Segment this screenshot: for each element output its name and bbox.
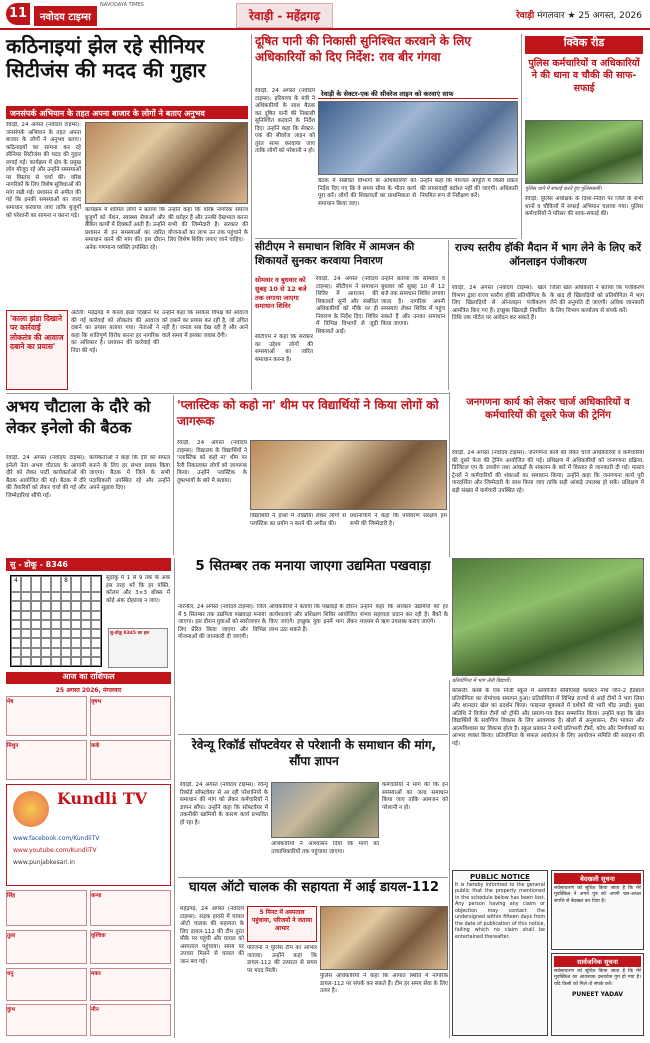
- ad-link-facebook[interactable]: www.facebook.com/KundliTV: [13, 835, 100, 842]
- sudoku-cell[interactable]: [71, 648, 81, 657]
- dateline-city: रेवाड़ी: [516, 11, 535, 21]
- headline: [177, 397, 447, 437]
- headline-text: 'प्लास्टिक को कहो ना' थीम पर विद्यार्थियों ने किया लोगों को जागरूक: [177, 398, 439, 429]
- page-number: 11: [6, 3, 30, 25]
- headline: रेवेन्यू रिकॉर्ड सॉफ्टवेयर से परेशानी के समाधान की मांग, सौंपा ज्ञापन: [191, 738, 437, 769]
- body-text: रेवाड़ी, 24 अगस्त (नवोदय टाइम्स): जनगणना कार्य को लेकर चार्ज अधिकारियों व कर्मचारियों की दूसरे फेज की ट्रेनिंग आयोजित की गई। प्रशिक्षण में अधिकारियों को जनगणना प्रक्रिया, डिजिटल एप के उपयोग तथा आंकड़ों के संकलन के बारे में विस्तार से जानकारी दी गई। मास्टर ट्रेनरों ने कर्मचारियों की शंकाओं का समाधान किया। उन्होंने कहा कि जनगणना कार्य पूरी पारदर्शिता और जिम्मेदारी के साथ किया जाए ताकि सही आंकड़े उपलब्ध हो सकें। प्रशिक्षण में बड़ी संख्या में कर्मचारी उपस्थित रहे।: [452, 450, 644, 494]
- horoscope-cell: [90, 740, 171, 780]
- headline: [255, 34, 517, 84]
- sudoku-cell[interactable]: [41, 638, 51, 647]
- section-rule: [178, 877, 448, 878]
- sign-name: तुला: [7, 933, 16, 939]
- body-text: रेवाड़ी, 24 अगस्त (नवोदय टाइम्स): हरियाणा के मंत्री ने अधिकारियों के साथ बैठक कर दूषित पानी की निकासी सुनिश्चित करवाने के निर्देश दिए। उन्होंने कहा कि सेक्टर-एक की सीवरेज लाइन को तुरंत साफ करवाया जाए ताकि लोगों को परेशानी न हो।: [255, 88, 315, 155]
- body-text: रेवाड़ी, 24 अगस्त (नवोदय टाइम्स): जनसंपर्क अभियान के तहत अपना बाजार के लोगों ने अनुभव बताए। कठिनाइयों का सामना कर रहे सीनियर सिटीजंस की मदद की गुहार लगाई गई। कार्यक्रम में क्षेत्र के प्रमुख लोग मौजूद रहे और उन्होंने समस्याओं पर विस्तार से चर्चा की। वरिष्ठ नागरिकों के लिए विशेष सुविधाओं की मांग रखी गई। प्रशासन से अपील की गई कि इनकी समस्याओं का जल्द समाधान करवाया जाए ताकि बुजुर्गों को परेशानी का सामना न करना पड़े।: [6, 122, 81, 219]
- ad-brand: Kundli TV: [57, 789, 148, 808]
- sudoku-cell[interactable]: [11, 648, 21, 657]
- body-text: उन्होंने कहा कि वरिष्ठ नागरिक समाज की धरोहर हैं और उनकी देखभाल करना सभी की जिम्मेदारी है। सरकार की योजनाओं का लाभ उन तक पहुंचाने के लिए विशेष शिविर लगाए जाने चाहिए।: [168, 207, 248, 244]
- sudoku-cell[interactable]: [71, 576, 81, 592]
- sudoku-cell[interactable]: [61, 638, 71, 647]
- notice-body: It is hereby informed to the general public that the property mentioned in the schedule below has been lost. Any person having any claim or objection may contact the undersigned within fifteen days from the date of publication of this notice, failing which no claim shall be entertained thereafter.: [455, 883, 545, 940]
- column-rule: [449, 680, 450, 1038]
- body-text: अटेली: महेंद्रगढ़ में काला झंडा दिखाने पर की गई कार्रवाई को लोकतंत्र की आवाज दबाने का प्रयास बताया गया। नेताओं ने कहा कि शांतिपूर्ण विरोध करना हर नागरिक का अधिकार है। प्रशासन की कार्रवाई की निंदा की गई।: [71, 310, 159, 354]
- sudoku-cell[interactable]: [21, 620, 31, 629]
- body-text: रेवाड़ी, 24 अगस्त (नवोदय टाइम्स): इनेलो नेता अभय चौटाला के आगामी दौरे को लेकर पार्टी कार्यकर्ताओं की बैठक आयोजित की गई। बैठक में दौरे की तैयारियों को लेकर चर्चा की गई और जिम्मेदारियां सौंपी गईं।: [6, 455, 86, 499]
- body-text: कर्मचारियों ने मांग की कि इन समस्याओं का जल्द समाधान किया जाए ताकि आमजन को परेशानी न हो।: [382, 782, 448, 811]
- sudoku-cell[interactable]: [81, 629, 91, 638]
- section-rule: [178, 734, 448, 735]
- horoscope-cell: [6, 968, 87, 1001]
- public-notice: [452, 870, 548, 1036]
- body-text: कोसली: कस्बे के एक निजी स्कूल में आयोजित सीबीएसई क्लस्टर नॉर्थ जोन-2 हैंडबाल प्रतियोगिता का रोमांचक समापन हुआ। प्रतियोगिता में विभिन्न राज्यों से आई टीमों ने भाग लिया और शानदार खेल का प्रदर्शन किया। फाइनल मुकाबले में दर्शकों की भारी भीड़ उमड़ी। मुख्य अतिथि ने विजेता टीमों को ट्रॉफी और प्रमाण-पत्र देकर सम्मानित किया। उन्होंने कहा कि खेल विद्यार्थियों के सर्वांगीण विकास के लिए आवश्यक है। खेलों से अनुशासन, टीम भावना और आत्मविश्वास का विकास होता है। स्कूल प्रबंधन ने सभी प्रतिभागी टीमों, कोच और निर्णायकों का आभार व्यक्त किया। प्रतियोगिता के सफल आयोजन के लिए आयोजन समिति की सराहना की गई।: [452, 688, 644, 747]
- sign-name: कुंभ: [7, 1007, 16, 1013]
- sudoku-cell[interactable]: [91, 638, 101, 647]
- sudoku-cell[interactable]: [21, 629, 31, 638]
- sudoku-cell[interactable]: [71, 601, 81, 610]
- sudoku-cell[interactable]: [61, 648, 71, 657]
- body-text: उन्होंने कहा कि सरकार विपक्ष की आवाज को दबाने का प्रयास कर रही है, जो उचित नहीं है। जनता सब देख रही है और आने वाले समय में इसका जवाब देगी।: [162, 310, 248, 339]
- sudoku-cell[interactable]: [51, 601, 61, 610]
- kicker: रेवाड़ी के सेक्टर-एक की सीवरेज लाइन को करवाएं साफ: [318, 88, 518, 99]
- sudoku-cell[interactable]: [51, 611, 61, 620]
- sudoku-cell[interactable]: [11, 601, 21, 610]
- sudoku-cell[interactable]: [81, 576, 91, 592]
- sudoku-cell[interactable]: [51, 620, 61, 629]
- story-photo: [85, 122, 248, 204]
- sudoku-cell[interactable]: [61, 611, 71, 620]
- sudoku-cell[interactable]: [31, 601, 41, 610]
- sudoku-cell[interactable]: [51, 648, 61, 657]
- sudoku-cell[interactable]: [41, 657, 51, 666]
- sudoku-answer-label: सु-डोकू 8345 का हल: [110, 631, 150, 636]
- body-text: रेवाड़ी, 24 अगस्त (नवोदय टाइम्स): विद्यालय के विद्यार्थियों ने 'प्लास्टिक को कहो ना' थीम पर रैली निकालकर लोगों को जागरूक किया। उन्होंने प्लास्टिक के दुष्प्रभावों के बारे में बताया।: [177, 440, 247, 484]
- body-text: महेंद्रगढ़, 24 अगस्त (नवोदय टाइम्स): सड़क हादसे में घायल ऑटो चालक की सहायता के लिए डायल-112 की टीम तुरंत मौके पर पहुंची और घायल को अस्पताल पहुंचाया। समय पर उपचार मिलने से घायल की जान बच गई।: [180, 906, 244, 965]
- horoscope-cell: [90, 696, 171, 736]
- sudoku-cell[interactable]: [91, 657, 101, 666]
- body-text: विद्यार्थियों ने हाथों में तख्तियां लेकर लोगों से प्लास्टिक का प्रयोग न करने की अपील की।: [250, 513, 346, 527]
- notice-body: सर्वसाधारण को सूचित किया जाता है कि मेरे मुवक्किल ने अपने पुत्र को अपनी चल-अचल संपत्ति से बेदखल कर दिया है।: [554, 886, 641, 904]
- body-text: कार्यक्रम में शामिल लोगों ने बताया कि बुजुर्गों को पेंशन, स्वास्थ्य सेवाओं और बैंकिंग कार्यों में दिक्कतें आती हैं। उन्होंने प्रशासन से इन समस्याओं का त्वरित समाधान करने की मांग की। इस दौरान अनेक गणमान्य व्यक्ति उपस्थित रहे।: [85, 207, 165, 251]
- sudoku-cell[interactable]: [51, 657, 61, 666]
- sudoku-cell[interactable]: [51, 629, 61, 638]
- body-text: पुलिस अधिकारियों ने कहा कि आपात स्थिति में नागरिक डायल-112 पर संपर्क कर सकते हैं। टीम हर समय सेवा के लिए तत्पर है।: [320, 973, 448, 995]
- sudoku-cell[interactable]: [71, 629, 81, 638]
- sudoku-cell[interactable]: [61, 620, 71, 629]
- sudoku-cell[interactable]: [51, 576, 61, 592]
- sudoku-cell[interactable]: [21, 592, 31, 601]
- sudoku-cell[interactable]: [51, 592, 61, 601]
- body-text: बैठक में संबंधित विभागों के अधिकारियों को निर्देश दिए गए कि वे समय सीमा के भीतर कार्य पूरा करें। लोगों की शिकायतों का प्राथमिकता से समाधान किया जाए।: [318, 178, 416, 207]
- sudoku-cell[interactable]: [21, 648, 31, 657]
- sign-name: मिथुन: [7, 743, 19, 749]
- advocate-name: PUNEET YADAV: [572, 991, 623, 999]
- sudoku-cell[interactable]: [41, 592, 51, 601]
- sign-name: वृषभ: [91, 699, 102, 705]
- sudoku-cell[interactable]: [21, 601, 31, 610]
- sudoku-cell[interactable]: [51, 638, 61, 647]
- sudoku-cell[interactable]: [11, 657, 21, 666]
- horoscope-cell: [6, 696, 87, 736]
- sudoku-cell[interactable]: [31, 657, 41, 666]
- horoscope-cell: [6, 930, 87, 964]
- notice-title: PUBLIC NOTICE: [470, 873, 530, 881]
- quote-box: [6, 310, 68, 390]
- body-text: सीटीएम ने कहा कि सरकार का उद्देश्य लोगों की समस्याओं का त्वरित समाधान करना है।: [255, 334, 313, 363]
- section-rule: [6, 393, 450, 394]
- photo-caption: पुलिस थाने में सफाई करते हुए पुलिसकर्मी।: [525, 186, 602, 192]
- horoscope-cell: [90, 930, 171, 964]
- sudoku-cell[interactable]: [81, 648, 91, 657]
- horoscope-cell: [6, 890, 87, 926]
- sign-name: मकर: [91, 971, 101, 977]
- sudoku-cell[interactable]: [11, 638, 21, 647]
- sudoku-cell[interactable]: [41, 611, 51, 620]
- sudoku-cell[interactable]: [91, 629, 101, 638]
- ad-link-youtube[interactable]: www.youtube.com/KundliTV: [13, 847, 97, 854]
- masthead: [0, 0, 650, 30]
- body-text: कार्यकर्ताओं ने कहा कि दौरे को सफल बनाने के लिए हर संभव प्रयास किया जाएगा। बैठक में जिले के सभी पदाधिकारी उपस्थित रहे और उन्होंने अपने सुझाव दिए।: [89, 455, 170, 492]
- sudoku-cell[interactable]: [81, 620, 91, 629]
- newspaper-logo-small: NAVODAYA TIMES: [100, 2, 144, 8]
- sudoku-cell[interactable]: [11, 592, 21, 601]
- headline-text: दूषित पानी की निकासी सुनिश्चित करवाने के लिए अधिकारियों को दिए निर्देश: राव बीर गंगवा: [255, 34, 472, 64]
- story-photo: [525, 120, 643, 184]
- quote-text: 'काला झंडा दिखाने पर कार्रवाई लोकतंत्र की आवाज दबाने का प्रयास': [10, 314, 64, 352]
- sudoku-cell[interactable]: [31, 620, 41, 629]
- story-photo: [250, 440, 447, 510]
- headline: राज्य स्तरीय हॉकी मैदान में भाग लेने के लिए करें ऑनलाइन पंजीकरण: [455, 242, 641, 268]
- sign-name: सिंह: [7, 893, 16, 899]
- notice-title: बेदखली सूचना: [554, 873, 641, 884]
- sudoku-cell[interactable]: [31, 592, 41, 601]
- story-photo: [318, 101, 518, 175]
- headline: जनगणना कार्य को लेकर चार्ज अधिकारियों व कर्मचारियों की दूसरे फेज की ट्रेनिंग: [466, 397, 630, 421]
- sudoku-cell[interactable]: [31, 576, 41, 592]
- sudoku-answer-box: [108, 628, 168, 668]
- deity-image-icon: [13, 791, 49, 827]
- body-text: अधिकारियों ने आश्वासन दिया कि मांगों को उच्चाधिकारियों तक पहुंचाया जाएगा।: [271, 841, 379, 855]
- story-photo: [452, 558, 644, 676]
- sign-name: धनु: [7, 971, 14, 977]
- sudoku-cell[interactable]: [71, 620, 81, 629]
- section-rule: [255, 238, 517, 239]
- sudoku-cell[interactable]: [21, 576, 31, 592]
- horoscope-cell: [6, 740, 87, 780]
- horoscope-cell: [90, 968, 171, 1001]
- body-text: परिजनों ने पुलिस टीम का आभार जताया। उन्होंने कहा कि डायल-112 की तत्परता से समय पर मदद मिली।: [247, 945, 317, 974]
- story-photo: [271, 782, 379, 838]
- sudoku-cell[interactable]: [41, 629, 51, 638]
- column-rule: [173, 395, 174, 555]
- sudoku-cell[interactable]: [91, 620, 101, 629]
- column-rule: [521, 34, 522, 239]
- sudoku-cell[interactable]: [21, 657, 31, 666]
- dateline-date: मंगलवार ★ 25 अगस्त, 2026: [537, 11, 642, 21]
- sign-name: कर्क: [91, 743, 100, 749]
- sudoku-cell[interactable]: [61, 657, 71, 666]
- body-text: उन्होंने कहा कि सरकार उद्यमियों को हर संभव सहायता प्रदान कर रही है। बैंकों के माध्यम से ऋण उपलब्ध कराए जाएंगे।: [360, 604, 448, 626]
- sudoku-cell[interactable]: [81, 592, 91, 601]
- sudoku-cell[interactable]: 4: [11, 576, 21, 592]
- horoscope-cell: [90, 890, 171, 926]
- story-photo: [320, 906, 448, 970]
- body-text: प्रधानाचार्य ने कहा कि पर्यावरण संरक्षण हम सभी की जिम्मेदारी है।: [350, 513, 447, 527]
- horoscope-cell: [6, 1004, 87, 1036]
- sudoku-cell[interactable]: [71, 657, 81, 666]
- kundli-tv-ad[interactable]: [6, 784, 171, 886]
- kicker: जनसंपर्क अभियान के तहत अपना बाजार के लोगों ने बताए अनुभव: [6, 106, 248, 119]
- sudoku-cell[interactable]: [41, 601, 51, 610]
- sign-name: मेष: [7, 699, 14, 705]
- body-text: रेवाड़ी, 24 अगस्त (नवोदय टाइम्स): रेवेन्यू रिकॉर्ड सॉफ्टवेयर से आ रही परेशानियों के समाधान की मांग को लेकर कर्मचारियों ने ज्ञापन सौंपा। उन्होंने कहा कि सॉफ्टवेयर में तकनीकी खामियों के कारण कार्य प्रभावित हो रहा है।: [180, 782, 268, 826]
- headline: पुलिस कर्मचारियों व अधिकारियों ने की थाना व चौकी की साफ-सफाई: [528, 58, 640, 94]
- body-text: उन्होंने कहा कि पेयजल आपूर्ति में किसी प्रकार की लापरवाही बर्दाश्त नहीं की जाएगी। अधिकारी नियमित रूप से निरीक्षण करें।: [420, 178, 518, 200]
- sudoku-cell[interactable]: [11, 611, 21, 620]
- headline: कठिनाइयां झेल रहे सीनियर सिटीजंस की मदद की गुहार: [6, 34, 206, 82]
- kicker: सोमवार व बुधवार को सुबह 10 से 12 बजे तक लगाया जाएगा समाधान शिविर: [255, 276, 307, 311]
- headline: अभय चौटाला के दौरे को लेकर इनेलो की बैठक: [6, 397, 151, 437]
- column-rule: [251, 34, 252, 390]
- notice-body: सर्वसाधारण को सूचित किया जाता है कि मेरे मुवक्किल का आवश्यक दस्तावेज गुम हो गया है। यदि किसी को मिले तो संपर्क करें।: [554, 969, 641, 987]
- eviction-notice: [551, 870, 644, 950]
- body-text: नारनौल, 24 अगस्त (नवोदय टाइम्स): जिले में 5 सितम्बर तक उद्यमिता पखवाड़ा मनाया जाएगा। इस दौरान युवाओं को स्वरोजगार के लिए प्रेरित किया जाएगा और विभिन्न योजनाओं की जानकारी दी जाएगी।: [178, 604, 266, 641]
- body-text: रेवाड़ी, 24 अगस्त (नवोदय टाइम्स): खेल विभाग द्वारा राज्य स्तरीय हॉकी प्रतियोगिता के लिए खिलाड़ियों से ऑनलाइन पंजीकरण आमंत्रित किए गए हैं। इच्छुक खिलाड़ी निर्धारित तिथि तक पोर्टल पर आवेदन कर सकते हैं।: [452, 285, 546, 322]
- sudoku-cell[interactable]: [81, 638, 91, 647]
- body-text: रेवाड़ी, 24 अगस्त (नवोदय टाइम्स): सीटीएम ने समाधान शिविर में आमजन की शिकायतें सुनीं और संबंधित अधिकारियों को मौके पर ही निवारण के निर्देश दिए। शिविर में विभिन्न विभागों से जुड़ी शिकायतें आईं।: [316, 276, 378, 335]
- sudoku-cell[interactable]: [31, 648, 41, 657]
- horoscope-title: आज का राशिफल: [6, 672, 171, 684]
- newspaper-logo: नवोदय टाइम्स: [34, 6, 97, 26]
- sudoku-cell[interactable]: [81, 657, 91, 666]
- sudoku-cell[interactable]: [61, 601, 71, 610]
- headline: घायल ऑटो चालक की सहायता में आई डायल-112: [188, 880, 440, 895]
- sudoku-cell[interactable]: [31, 638, 41, 647]
- sudoku-cell[interactable]: [71, 611, 81, 620]
- body-text: जिला खेल अधिकारी ने बताया कि पंजीकरण के बाद ही खिलाड़ियों को प्रतियोगिता में भाग लेने की अनुमति दी जाएगी। अधिक जानकारी के लिए विभाग कार्यालय से संपर्क करें।: [550, 285, 644, 314]
- body-text: रेवाड़ी: पुलिस अधीक्षक के दिशा-निर्देश पर जिले के सभी थानों व चौकियों में सफाई अभियान चलाया गया। पुलिस कर्मचारियों ने परिसर की साफ-सफाई की।: [525, 196, 643, 218]
- notice-title: सार्वजनिक सूचना: [554, 956, 641, 967]
- column-rule: [448, 240, 449, 390]
- sudoku-cell[interactable]: [41, 576, 51, 592]
- column-rule: [174, 558, 175, 1038]
- edition-title: रेवाड़ी - महेंद्रगढ़: [236, 3, 333, 28]
- sign-name: मीन: [91, 1007, 99, 1013]
- sudoku-cell[interactable]: [11, 620, 21, 629]
- sudoku-cell[interactable]: [81, 601, 91, 610]
- sudoku-cell[interactable]: [21, 638, 31, 647]
- sign-name: वृश्चिक: [91, 933, 106, 939]
- sudoku-title: सु - डोकू - 8346: [6, 558, 171, 571]
- sudoku-cell[interactable]: [11, 629, 21, 638]
- sudoku-cell[interactable]: [91, 592, 101, 601]
- sudoku-cell[interactable]: [61, 592, 71, 601]
- kicker: 5 मिनट में अस्पताल पहुंचाया, परिजनों ने जताया आभार: [251, 909, 313, 932]
- sudoku-cell[interactable]: [91, 648, 101, 657]
- dateline: [516, 8, 642, 21]
- quick-read-label: क्विक रीड: [525, 36, 643, 54]
- sudoku-grid[interactable]: [10, 575, 102, 667]
- kicker-box: [247, 906, 317, 942]
- column-rule: [449, 392, 450, 557]
- horoscope-cell: [90, 1004, 171, 1036]
- photo-caption: प्रतियोगिता में भाग लेती विद्यार्थी।: [452, 678, 511, 684]
- sudoku-cell[interactable]: [71, 638, 81, 647]
- body-text: अधिकारियों ने बताया कि पखवाड़े के दौरान कार्यशालाएं और प्रशिक्षण शिविर आयोजित किए जाएंगे। इच्छुक युवा इनमें भाग लेकर लाभ उठा सकते हैं।: [269, 604, 357, 633]
- sudoku-cell[interactable]: 8: [61, 576, 71, 592]
- sudoku-cell[interactable]: [61, 629, 71, 638]
- sudoku-instructions: सुडोकू में 1 से 9 तक के अंक इस तरह भरें कि हर पंक्ति, कॉलम और 3×3 बॉक्स में कोई अंक दोहराया न जाए।: [106, 575, 170, 604]
- sudoku-cell[interactable]: [41, 648, 51, 657]
- headline: 5 सितम्बर तक मनाया जाएगा उद्यमिता पखवाड़ा: [195, 558, 431, 574]
- horoscope-date: 25 अगस्त 2026, मंगलवार: [55, 687, 122, 694]
- sudoku-cell[interactable]: [31, 629, 41, 638]
- sudoku-cell[interactable]: [81, 611, 91, 620]
- sudoku-cell[interactable]: [91, 576, 101, 592]
- body-text: उन्होंने बताया कि सोमवार व बुधवार को सुबह 10 से 12 बजे तक समाधान शिविर लगाया जाता है। नागरिक अपनी समस्याएं लेकर शिविर में पहुंच सकते हैं और उनका समाधान किया जाएगा।: [381, 276, 445, 328]
- headline: सीटीएम ने समाधान शिविर में आमजन की शिकायतें सुनकर करवाया निवारण: [255, 241, 415, 267]
- sudoku-cell[interactable]: [91, 601, 101, 610]
- sign-name: कन्या: [91, 893, 102, 899]
- ad-link-website[interactable]: www.punjabkesari.in: [13, 859, 75, 866]
- sudoku-cell[interactable]: [31, 611, 41, 620]
- public-information-notice: [551, 953, 644, 1036]
- sudoku-cell[interactable]: [21, 611, 31, 620]
- sudoku-cell[interactable]: [41, 620, 51, 629]
- sudoku-cell[interactable]: [71, 592, 81, 601]
- sudoku-cell[interactable]: [91, 611, 101, 620]
